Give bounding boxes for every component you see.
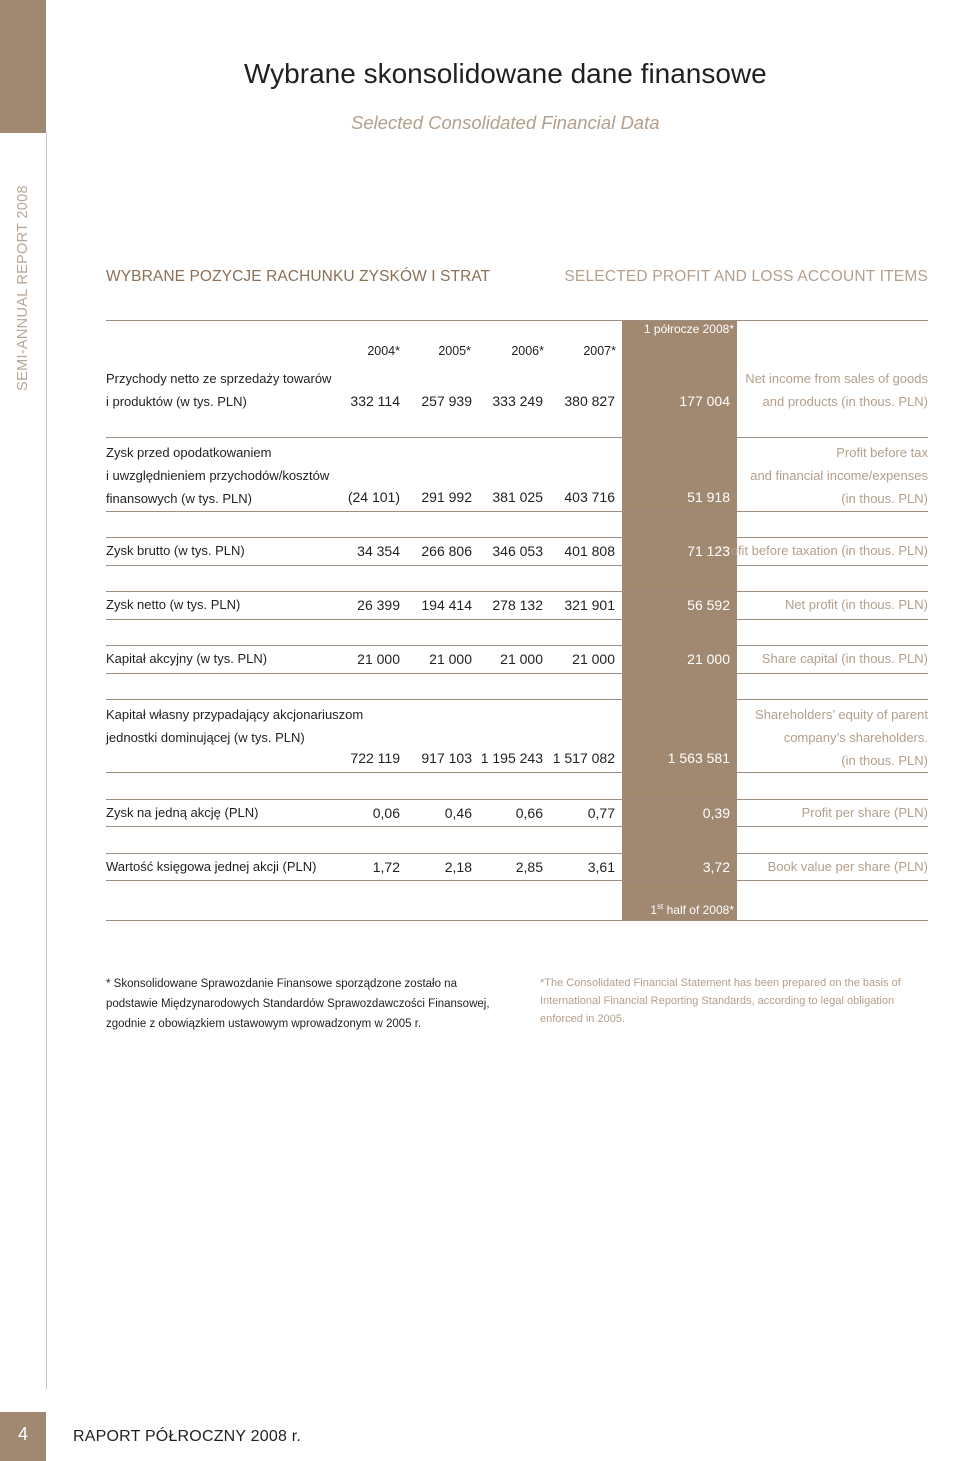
table-cell: 381 025 [492, 489, 543, 505]
row-divider [106, 880, 928, 881]
row-label-en: Book value per share (PLN) [767, 859, 928, 874]
page-number: 4 [17, 1424, 28, 1444]
row-label-pl: Kapitał akcyjny (w tys. PLN) [106, 651, 268, 666]
row-label-pl: Zysk brutto (w tys. PLN) [106, 543, 245, 558]
table-cell: 2,18 [444, 859, 472, 875]
table-cell: 21 000 [500, 651, 543, 667]
half-year-cell: 3,72 [702, 859, 730, 875]
row-divider [106, 799, 928, 800]
row-divider [106, 619, 928, 620]
half-year-cell: 71 123 [687, 543, 730, 559]
section-title-pl: WYBRANE POZYCJE RACHUNKU ZYSKÓW I STRAT [106, 268, 491, 285]
row-divider [106, 565, 928, 566]
row-label-en: Profit before taxation (in thous. PLN) [717, 543, 928, 558]
half-year-cell: 0,39 [702, 805, 730, 821]
footnote-pl: * Skonsolidowane Sprawozdanie Finansowe sporządzone zostało na podstawie Międzynarodowych Standardów Sprawozdawczości Finansowej, zgodnie z obowiązkiem ustawowym wprowadzonym w 2005 r. [106, 978, 490, 1030]
table-cell: 34 354 [357, 543, 400, 559]
footnote-en: *The Consolidated Financial Statement has been prepared on the basis of International Financial Reporting Standards, according to legal obligation enforced in 2005. [540, 977, 901, 1025]
table-cell: 3,61 [587, 859, 615, 875]
table-cell: 257 939 [421, 393, 472, 409]
table-cell: (24 101) [347, 489, 400, 505]
table-cell: 21 000 [357, 651, 400, 667]
table-cell: 194 414 [421, 597, 472, 613]
table-cell: 2,85 [515, 859, 543, 875]
half-year-cell: 56 592 [687, 597, 730, 613]
table-cell: 332 114 [350, 393, 400, 409]
table-cell: 21 000 [429, 651, 472, 667]
year-header: 2005* [438, 344, 471, 358]
table-cell: 0,06 [372, 805, 400, 821]
footer-title: RAPORT PÓŁROCZNY 2008 r. [73, 1428, 301, 1445]
row-label-pl: Zysk przed opodatkowaniem i uwzględnieniem przychodów/kosztów finansowych (w tys. PLN) [106, 445, 330, 506]
row-divider [106, 437, 928, 438]
table-cell: 1 517 082 [552, 750, 615, 766]
row-divider [106, 772, 928, 773]
table-cell: 26 399 [357, 597, 400, 613]
year-header: 2007* [583, 344, 616, 358]
year-header: 2004* [367, 344, 400, 358]
page-subtitle: Selected Consolidated Financial Data [351, 112, 660, 133]
table-cell: 1,72 [372, 859, 400, 875]
row-label-pl: Przychody netto ze sprzedaży towarów i produktów (w tys. PLN) [106, 371, 332, 409]
row-label-en: Profit before tax and financial income/expenses (in thous. PLN) [750, 445, 928, 506]
row-divider [106, 537, 928, 538]
table-cell: 917 103 [421, 750, 472, 766]
row-label-pl: Zysk na jedną akcję (PLN) [106, 805, 259, 820]
row-label-pl: Kapitał własny przypadający akcjonariuszom jednostki dominującej (w tys. PLN) [106, 707, 364, 745]
table-cell: 291 992 [421, 489, 472, 505]
table-cell: 321 901 [564, 597, 615, 613]
table-cell: 333 249 [492, 393, 543, 409]
table-cell: 0,77 [587, 805, 615, 821]
row-label-en: Shareholders’ equity of parent company’s shareholders. (in thous. PLN) [755, 707, 928, 768]
row-label-en: Net income from sales of goods and products (in thous. PLN) [745, 371, 928, 409]
half-year-cell: 177 004 [679, 393, 730, 409]
row-label-pl: Zysk netto (w tys. PLN) [106, 597, 241, 612]
row-label-en: Profit per share (PLN) [801, 805, 928, 820]
row-divider [106, 826, 928, 827]
table-cell: 722 119 [350, 750, 400, 766]
half-year-label-pl: 1 półrocze 2008* [643, 322, 734, 336]
row-divider [106, 645, 928, 646]
table-cell: 0,46 [444, 805, 472, 821]
half-year-label-en: 1st half of 2008* [650, 902, 734, 917]
half-year-cell: 1 563 581 [667, 750, 730, 766]
row-divider [106, 853, 928, 854]
page-title: Wybrane skonsolidowane dane finansowe [244, 58, 767, 89]
table-top-rule [106, 320, 928, 321]
half-year-column [622, 320, 737, 920]
row-divider [106, 699, 928, 700]
row-divider [106, 511, 928, 512]
table-cell: 278 132 [492, 597, 543, 613]
half-year-cell: 51 918 [687, 489, 730, 505]
row-label-pl: Wartość księgowa jednej akcji (PLN) [106, 859, 317, 874]
section-title-en: SELECTED PROFIT AND LOSS ACCOUNT ITEMS [564, 268, 928, 285]
top-accent-bar [0, 0, 46, 133]
table-cell: 403 716 [564, 489, 615, 505]
table-cell: 380 827 [564, 393, 615, 409]
half-year-cell: 21 000 [687, 651, 730, 667]
row-divider [106, 673, 928, 674]
table-cell: 266 806 [421, 543, 472, 559]
table-cell: 346 053 [492, 543, 543, 559]
row-label-en: Net profit (in thous. PLN) [784, 597, 928, 612]
table-cell: 0,66 [515, 805, 543, 821]
table-bottom-rule [106, 920, 928, 921]
table-cell: 401 808 [564, 543, 615, 559]
table-cell: 1 195 243 [480, 750, 543, 766]
row-label-en: Share capital (in thous. PLN) [761, 651, 928, 666]
sidebar-label: SEMI-ANNUAL REPORT 2008 [15, 185, 31, 391]
year-header: 2006* [511, 344, 544, 358]
table-cell: 21 000 [572, 651, 615, 667]
row-divider [106, 591, 928, 592]
